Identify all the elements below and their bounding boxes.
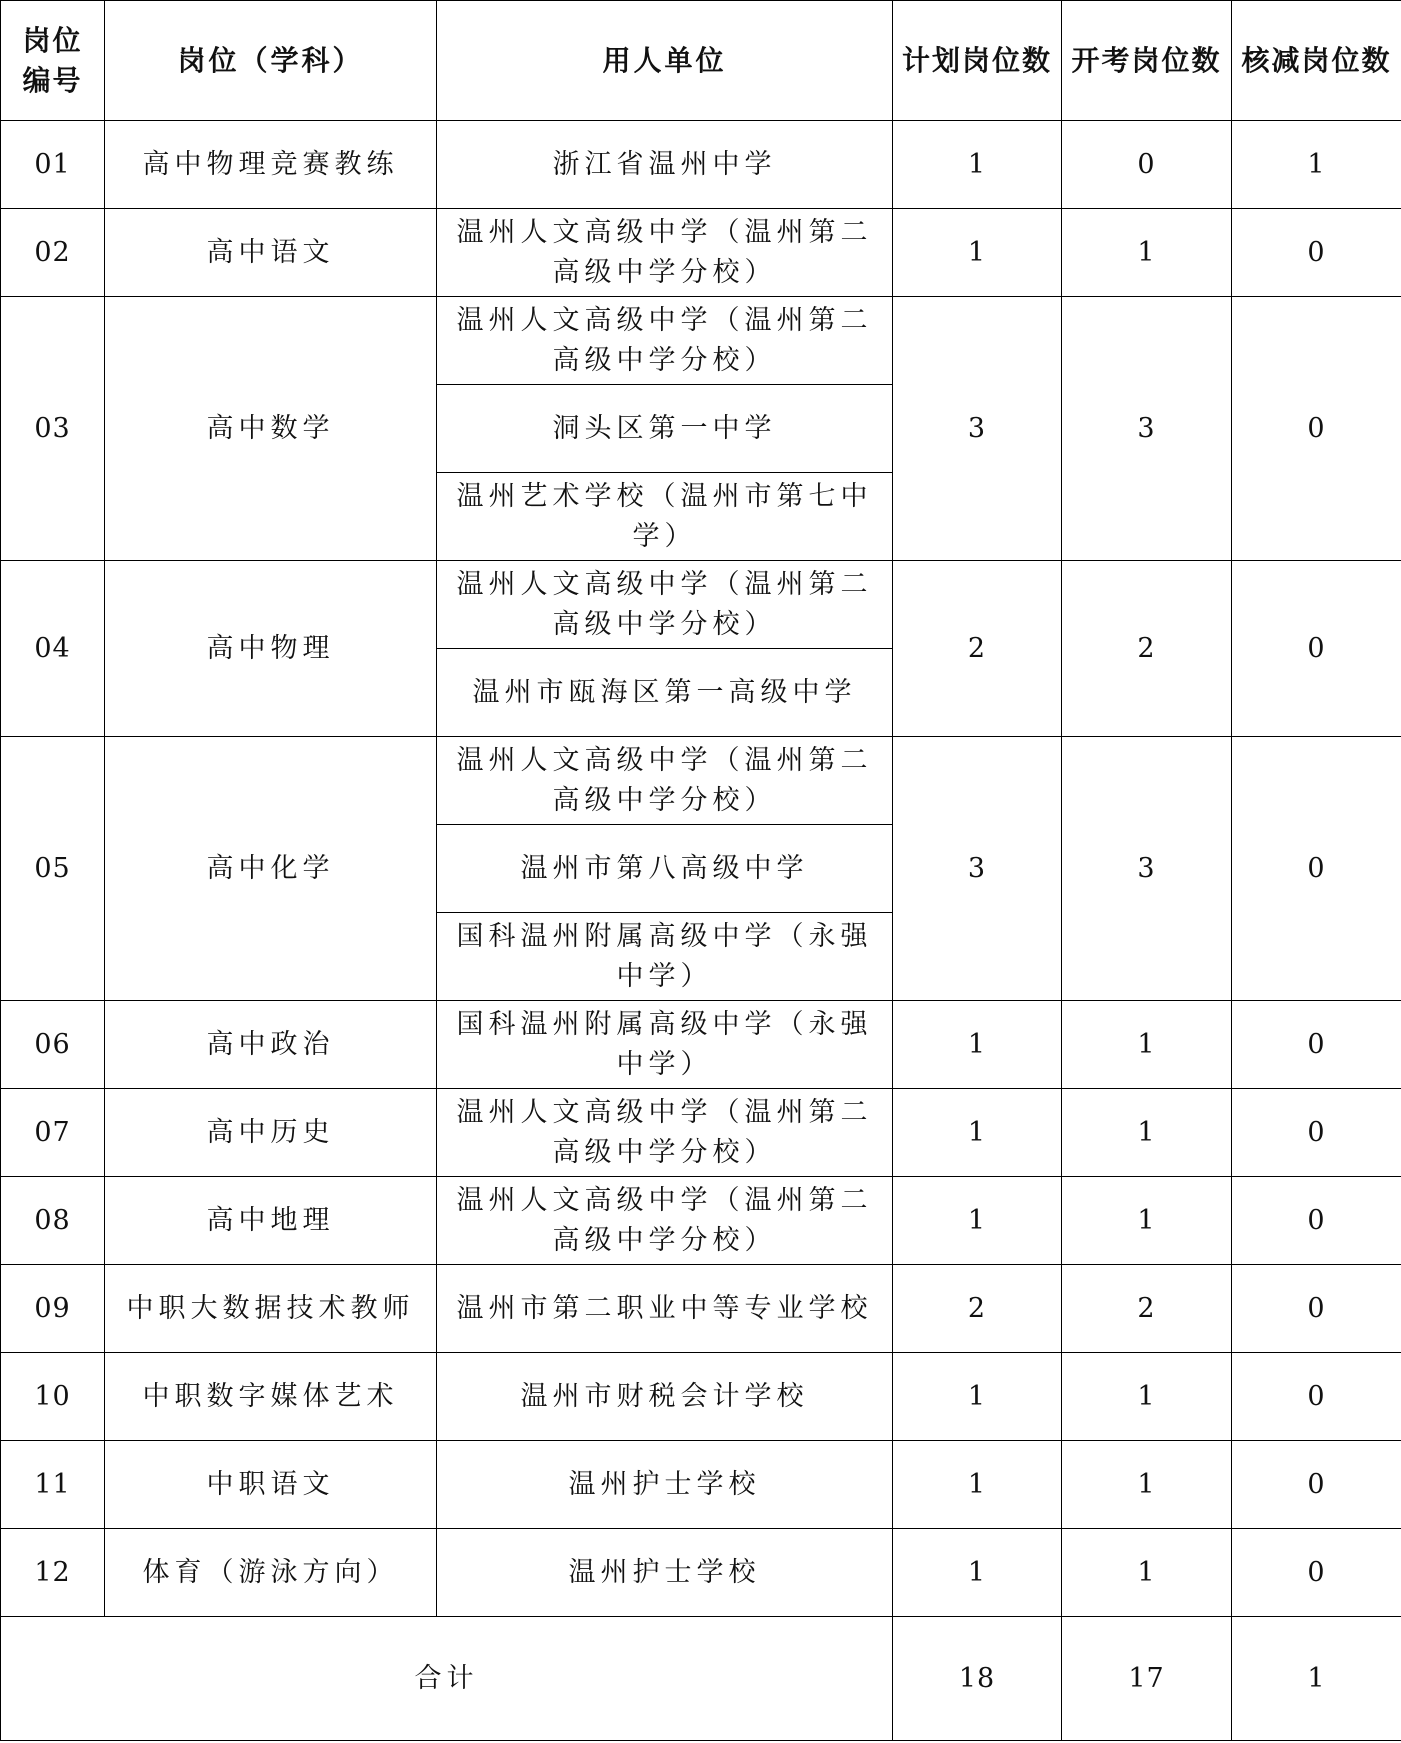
position-number-cell: 12	[1, 1529, 105, 1617]
subject-cell: 高中政治	[105, 1001, 437, 1089]
open-count-cell: 1	[1062, 1089, 1232, 1177]
employer-cell: 温州人文高级中学（温州第二高级中学分校）	[437, 1089, 893, 1177]
employer-cell: 浙江省温州中学	[437, 121, 893, 209]
employer-cell: 温州人文高级中学（温州第二高级中学分校）	[437, 737, 893, 825]
reduced-count-cell: 0	[1232, 1353, 1401, 1441]
planned-count-cell: 1	[893, 1001, 1062, 1089]
reduced-count-cell: 1	[1232, 121, 1401, 209]
subject-cell: 中职数字媒体艺术	[105, 1353, 437, 1441]
position-number-cell: 06	[1, 1001, 105, 1089]
subject-cell: 高中历史	[105, 1089, 437, 1177]
subject-cell: 中职语文	[105, 1441, 437, 1529]
open-count-cell: 1	[1062, 1177, 1232, 1265]
position-number-cell: 02	[1, 209, 105, 297]
subject-cell: 高中语文	[105, 209, 437, 297]
employer-cell: 温州艺术学校（温州市第七中学）	[437, 473, 893, 561]
header-position-number-line-2: 编号	[22, 63, 83, 97]
reduced-count-cell: 0	[1232, 1001, 1401, 1089]
open-count-cell: 2	[1062, 561, 1232, 737]
planned-count-cell: 2	[893, 1265, 1062, 1353]
position-number-cell: 08	[1, 1177, 105, 1265]
planned-count-cell: 2	[893, 561, 1062, 737]
reduced-count-cell: 0	[1232, 561, 1401, 737]
table-header-row	[1, 1, 1401, 121]
employer-cell: 温州护士学校	[437, 1441, 893, 1529]
reduced-count-cell: 0	[1232, 297, 1401, 561]
header-position-number-line-1: 岗位	[22, 23, 83, 57]
employer-cell: 温州人文高级中学（温州第二高级中学分校）	[437, 561, 893, 649]
table-row	[1, 1441, 1401, 1529]
employer-cell: 温州人文高级中学（温州第二高级中学分校）	[437, 1177, 893, 1265]
reduced-count-cell: 0	[1232, 1441, 1401, 1529]
employer-cell: 国科温州附属高级中学（永强中学）	[437, 913, 893, 1001]
employer-cell: 温州人文高级中学（温州第二高级中学分校）	[437, 209, 893, 297]
table-row	[1, 1089, 1401, 1177]
subject-cell: 中职大数据技术教师	[105, 1265, 437, 1353]
open-count-cell: 1	[1062, 1441, 1232, 1529]
header-reduced-count: 核减岗位数	[1232, 1, 1401, 121]
table-row	[1, 1529, 1401, 1617]
subject-cell: 高中物理竞赛教练	[105, 121, 437, 209]
employer-cell: 温州人文高级中学（温州第二高级中学分校）	[437, 297, 893, 385]
open-count-cell: 1	[1062, 1529, 1232, 1617]
reduced-count-cell: 0	[1232, 1529, 1401, 1617]
subject-cell: 体育（游泳方向）	[105, 1529, 437, 1617]
planned-count-cell: 1	[893, 1089, 1062, 1177]
planned-count-cell: 1	[893, 121, 1062, 209]
total-planned: 18	[893, 1617, 1062, 1741]
header-subject: 岗位（学科）	[105, 1, 437, 121]
planned-count-cell: 3	[893, 297, 1062, 561]
table-row	[1, 737, 1401, 825]
employer-cell: 温州市第二职业中等专业学校	[437, 1265, 893, 1353]
open-count-cell: 1	[1062, 209, 1232, 297]
total-open: 17	[1062, 1617, 1232, 1741]
planned-count-cell: 1	[893, 1529, 1062, 1617]
table-row	[1, 1353, 1401, 1441]
reduced-count-cell: 0	[1232, 1177, 1401, 1265]
position-number-cell: 03	[1, 297, 105, 561]
table-row	[1, 1265, 1401, 1353]
planned-count-cell: 1	[893, 1353, 1062, 1441]
open-count-cell: 0	[1062, 121, 1232, 209]
total-reduced: 1	[1232, 1617, 1401, 1741]
planned-count-cell: 1	[893, 1177, 1062, 1265]
reduced-count-cell: 0	[1232, 209, 1401, 297]
open-count-cell: 3	[1062, 297, 1232, 561]
header-employer: 用人单位	[437, 1, 893, 121]
employer-cell: 国科温州附属高级中学（永强中学）	[437, 1001, 893, 1089]
reduced-count-cell: 0	[1232, 737, 1401, 1001]
employer-cell: 温州市瓯海区第一高级中学	[437, 649, 893, 737]
position-number-cell: 11	[1, 1441, 105, 1529]
table-row	[1, 1001, 1401, 1089]
reduced-count-cell: 0	[1232, 1265, 1401, 1353]
total-label: 合计	[1, 1617, 893, 1741]
position-number-cell: 07	[1, 1089, 105, 1177]
planned-count-cell: 1	[893, 209, 1062, 297]
table-row	[1, 1177, 1401, 1265]
header-planned-count: 计划岗位数	[893, 1, 1062, 121]
open-count-cell: 2	[1062, 1265, 1232, 1353]
employer-cell: 洞头区第一中学	[437, 385, 893, 473]
position-number-cell: 04	[1, 561, 105, 737]
planned-count-cell: 1	[893, 1441, 1062, 1529]
subject-cell: 高中数学	[105, 297, 437, 561]
subject-cell: 高中化学	[105, 737, 437, 1001]
employer-cell: 温州市第八高级中学	[437, 825, 893, 913]
open-count-cell: 1	[1062, 1001, 1232, 1089]
table-row	[1, 121, 1401, 209]
header-open-count: 开考岗位数	[1062, 1, 1232, 121]
subject-cell: 高中地理	[105, 1177, 437, 1265]
reduced-count-cell: 0	[1232, 1089, 1401, 1177]
open-count-cell: 3	[1062, 737, 1232, 1001]
table-row	[1, 209, 1401, 297]
position-number-cell: 09	[1, 1265, 105, 1353]
header-position-number	[1, 1, 105, 121]
planned-count-cell: 3	[893, 737, 1062, 1001]
position-number-cell: 05	[1, 737, 105, 1001]
open-count-cell: 1	[1062, 1353, 1232, 1441]
total-row	[1, 1617, 1401, 1741]
table-row	[1, 561, 1401, 649]
table-row	[1, 297, 1401, 385]
position-number-cell: 01	[1, 121, 105, 209]
employer-cell: 温州市财税会计学校	[437, 1353, 893, 1441]
subject-cell: 高中物理	[105, 561, 437, 737]
employer-cell: 温州护士学校	[437, 1529, 893, 1617]
position-number-cell: 10	[1, 1353, 105, 1441]
